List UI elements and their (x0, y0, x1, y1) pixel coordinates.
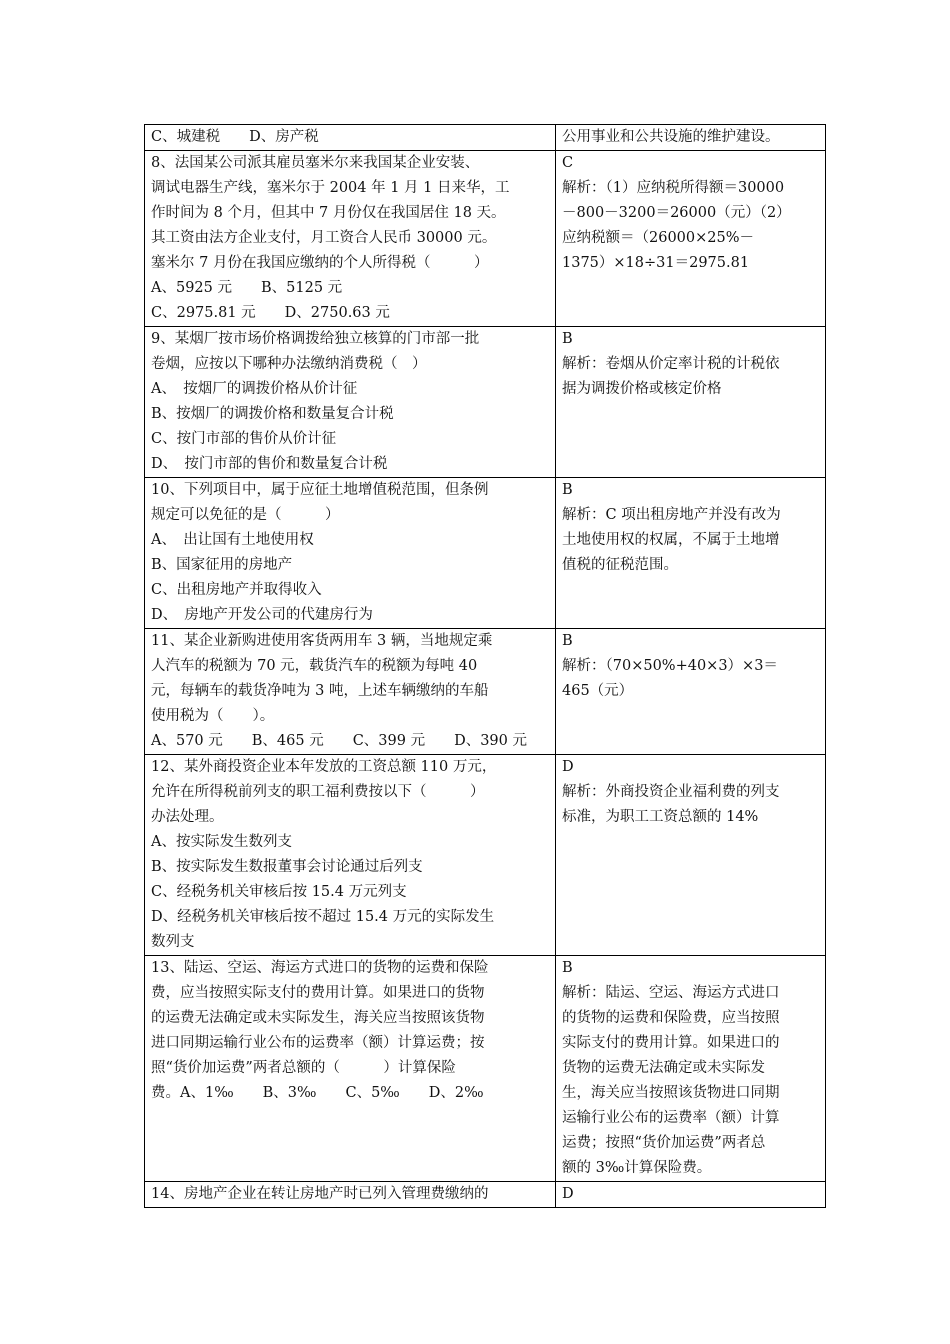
answer-cell (556, 125, 826, 151)
analysis-text-line: 实际支付的费用计算。如果进口的 (562, 1035, 780, 1051)
answer-letter: D (562, 1186, 574, 1202)
question-text-line: 照“货价加运费”两者总额的（ ）计算保险 (151, 1060, 456, 1076)
answer-cell (556, 151, 826, 327)
answer-cell (556, 1182, 826, 1208)
analysis-text-line: 运输行业公布的运费率（额）计算 (562, 1110, 780, 1126)
question-text-line: B、按烟厂的调拨价格和数量复合计税 (151, 406, 394, 422)
analysis-text-line: 据为调拨价格或核定价格 (562, 381, 722, 397)
question-answer-table (144, 124, 826, 1208)
question-text-line: 塞米尔 7 月份在我国应缴纳的个人所得税（ ） (151, 255, 489, 271)
table-row (145, 125, 826, 151)
table-row (145, 478, 826, 629)
question-text-line: B、国家征用的房地产 (151, 557, 293, 573)
analysis-text-line: 1375）×18÷31＝2975.81 (562, 255, 750, 271)
analysis-text-line: 公用事业和公共设施的维护建设。 (562, 129, 780, 145)
answer-letter: C (562, 155, 574, 171)
analysis-text-line: 运费；按照“货价加运费”两者总 (562, 1135, 766, 1151)
question-text-line: B、按实际发生数报董事会讨论通过后列支 (151, 859, 423, 875)
question-cell (145, 629, 556, 755)
question-text-line: 允许在所得税前列支的职工福利费按以下（ ） (151, 784, 485, 800)
analysis-text-line: 解析：陆运、空运、海运方式进口 (562, 985, 780, 1001)
answer-cell (556, 956, 826, 1182)
question-text-line: 费。A、1‰ B、3‰ C、5‰ D、2‰ (151, 1085, 484, 1101)
table-row (145, 327, 826, 478)
question-text-line: 作时间为 8 个月，但其中 7 月份仅在我国居住 18 天。 (151, 205, 506, 221)
question-text-line: A、570 元 B、465 元 C、399 元 D、390 元 (151, 733, 527, 749)
analysis-text-line: 解析：卷烟从价定率计税的计税依 (562, 356, 780, 372)
question-text-line: 数列支 (151, 934, 195, 950)
question-text-line: 卷烟，应按以下哪种办法缴纳消费税（ ） (151, 356, 427, 372)
question-text-line: 办法处理。 (151, 809, 224, 825)
question-text-line: D、 按门市部的售价和数量复合计税 (151, 456, 388, 472)
question-text-line: 使用税为（ ）。 (151, 708, 275, 724)
question-text-line: 人汽车的税额为 70 元，载货汽车的税额为每吨 40 (151, 658, 478, 674)
question-text-line: A、按实际发生数列支 (151, 834, 292, 850)
table-row (145, 151, 826, 327)
question-text-line: 规定可以免征的是（ ） (151, 507, 340, 523)
question-text-line: C、按门市部的售价从价计征 (151, 431, 337, 447)
question-text-line: 的运费无法确定或未实际发生，海关应当按照该货物 (151, 1010, 485, 1026)
question-cell (145, 327, 556, 478)
analysis-text-line: 解析：外商投资企业福利费的列支 (562, 784, 780, 800)
answer-cell (556, 478, 826, 629)
table-row (145, 629, 826, 755)
question-text-line: C、城建税 D、房产税 (151, 129, 319, 145)
table-row (145, 1182, 826, 1208)
table-row (145, 755, 826, 956)
question-text-line: D、经税务机关审核后按不超过 15.4 万元的实际发生 (151, 909, 495, 925)
answer-cell (556, 327, 826, 478)
analysis-text-line: 生，海关应当按照该货物进口同期 (562, 1085, 780, 1101)
analysis-text-line: 标准，为职工工资总额的 14% (562, 809, 759, 825)
question-text-line: 11、某企业新购进使用客货两用车 3 辆，当地规定乘 (151, 633, 493, 649)
question-answer-table-body (145, 125, 826, 1208)
question-text-line: 进口同期运输行业公布的运费率（额）计算运费；按 (151, 1035, 485, 1051)
analysis-text-line: 解析：（70×50%+40×3）×3＝ (562, 658, 778, 674)
analysis-text-line: 应纳税额＝（26000×25%－ (562, 230, 755, 246)
question-cell (145, 1182, 556, 1208)
answer-letter: B (562, 960, 573, 976)
analysis-text-line: 解析：C 项出租房地产并没有改为 (562, 507, 781, 523)
question-text-line: C、2975.81 元 D、2750.63 元 (151, 305, 390, 321)
analysis-text-line: 465（元） (562, 683, 634, 699)
answer-letter: D (562, 759, 574, 775)
question-text-line: D、 房地产开发公司的代建房行为 (151, 607, 373, 623)
analysis-text-line: 土地使用权的权属，不属于土地增 (562, 532, 780, 548)
question-text-line: 元，每辆车的载货净吨为 3 吨，上述车辆缴纳的车船 (151, 683, 489, 699)
question-cell (145, 956, 556, 1182)
question-text-line: 12、某外商投资企业本年发放的工资总额 110 万元， (151, 759, 497, 775)
table-row (145, 956, 826, 1182)
question-cell (145, 151, 556, 327)
question-text-line: 9、某烟厂按市场价格调拨给独立核算的门市部一批 (151, 331, 480, 347)
answer-cell (556, 755, 826, 956)
question-text-line: C、经税务机关审核后按 15.4 万元列支 (151, 884, 407, 900)
question-text-line: 其工资由法方企业支付，月工资合人民币 30000 元。 (151, 230, 497, 246)
analysis-text-line: 解析：（1）应纳税所得额＝30000 (562, 180, 785, 196)
answer-cell (556, 629, 826, 755)
question-text-line: A、 出让国有土地使用权 (151, 532, 314, 548)
question-text-line: 调试电器生产线，塞米尔于 2004 年 1 月 1 日来华，工 (151, 180, 510, 196)
answer-letter: B (562, 482, 573, 498)
question-text-line: 13、陆运、空运、海运方式进口的货物的运费和保险 (151, 960, 489, 976)
question-text-line: 费，应当按照实际支付的费用计算。如果进口的货物 (151, 985, 485, 1001)
analysis-text-line: 值税的征税范围。 (562, 557, 678, 573)
analysis-text-line: 的货物的运费和保险费，应当按照 (562, 1010, 780, 1026)
question-text-line: 14、房地产企业在转让房地产时已列入管理费缴纳的 (151, 1186, 489, 1202)
analysis-text-line: 货物的运费无法确定或未实际发 (562, 1060, 765, 1076)
answer-letter: B (562, 633, 573, 649)
question-text-line: A、5925 元 B、5125 元 (151, 280, 343, 296)
answer-letter: B (562, 331, 573, 347)
question-text-line: A、 按烟厂的调拨价格从价计征 (151, 381, 358, 397)
question-cell (145, 125, 556, 151)
question-cell (145, 478, 556, 629)
question-text-line: C、出租房地产并取得收入 (151, 582, 322, 598)
analysis-text-line: 额的 3‰计算保险费。 (562, 1160, 712, 1176)
question-text-line: 8、法国某公司派其雇员塞米尔来我国某企业安装、 (151, 155, 480, 171)
analysis-text-line: －800－3200＝26000（元）（2） (562, 205, 791, 221)
question-text-line: 10、下列项目中，属于应征土地增值税范围，但条例 (151, 482, 489, 498)
question-cell (145, 755, 556, 956)
